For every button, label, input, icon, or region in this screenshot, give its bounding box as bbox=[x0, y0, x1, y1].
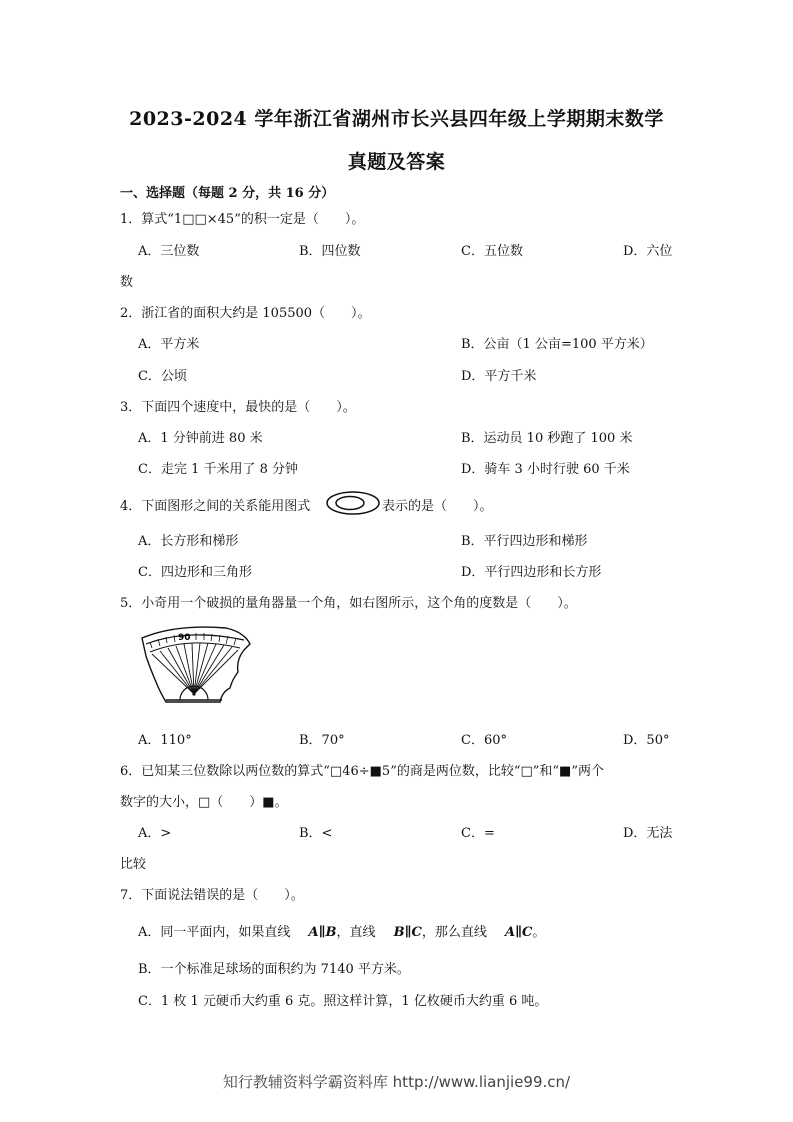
q6-option-c: C．= bbox=[461, 826, 495, 841]
q5-stem: 5．小奇用一个破损的量角器量一个角，如右图所示，这个角的度数是（ ）。 bbox=[120, 596, 577, 611]
broken-protractor-figure bbox=[136, 622, 254, 708]
q7-option-c: C．1 枚 1 元硬币大约重 6 克。照这样计算，1 亿枚硬币大约重 6 吨。 bbox=[138, 994, 548, 1009]
q2-option-c: C．公顷 bbox=[138, 369, 187, 384]
q5-option-a: A．110° bbox=[138, 733, 192, 748]
q6-option-b: B．< bbox=[299, 826, 333, 841]
q7-option-b: B．一个标准足球场的面积约为 7140 平方米。 bbox=[138, 962, 410, 977]
q6-option-d: D．无法 bbox=[623, 826, 673, 841]
q3-option-b: B．运动员 10 秒跑了 100 米 bbox=[461, 431, 633, 446]
q4-option-a: A．长方形和梯形 bbox=[138, 534, 239, 549]
footer-watermark: 知行教辅资料学霸资料库 http://www.lianjie99.cn/ bbox=[222, 1073, 571, 1091]
q7-a-math-3: A∥C bbox=[505, 925, 533, 940]
q2-option-d: D．平方千米 bbox=[461, 369, 537, 384]
q7-a-text-1: A．同一平面内，如果直线 bbox=[138, 925, 291, 940]
q6-stem-line2: 数字的大小，□（ ）■。 bbox=[120, 795, 288, 810]
q7-stem: 7．下面说法错误的是（ ）。 bbox=[120, 888, 304, 903]
q1-stem: 1．算式“1□□×45”的积一定是（ ）。 bbox=[120, 212, 365, 227]
q4-option-b: B．平行四边形和梯形 bbox=[461, 534, 588, 549]
q7-a-text-2: ，直线 bbox=[336, 925, 376, 940]
doc-title-line1: 2023-2024 学年浙江省湖州市长兴县四年级上学期期末数学 bbox=[129, 108, 664, 130]
q5-option-d: D．50° bbox=[623, 733, 670, 748]
section-heading: 一、选择题（每题 2 分，共 16 分） bbox=[120, 186, 335, 201]
q3-option-d: D．骑车 3 小时行驶 60 千米 bbox=[461, 462, 630, 477]
q6-stem-line1: 6．已知某三位数除以两位数的算式“□46÷■5”的商是两位数，比较“□”和“■”两个 bbox=[120, 764, 604, 779]
doc-title-line2: 真题及答案 bbox=[347, 151, 446, 173]
q3-option-c: C．走完 1 千米用了 8 分钟 bbox=[138, 462, 299, 477]
q6-option-d-wrap: 比较 bbox=[120, 857, 147, 872]
q1-option-b: B．四位数 bbox=[299, 244, 361, 259]
q2-stem: 2．浙江省的面积大约是 105500（ ）。 bbox=[120, 306, 371, 321]
q3-stem: 3．下面四个速度中，最快的是（ ）。 bbox=[120, 400, 356, 415]
protractor-90-label: 90 bbox=[178, 633, 191, 643]
q7-option-a bbox=[138, 921, 545, 940]
q4-option-d: D．平行四边形和长方形 bbox=[461, 565, 602, 580]
q3-option-a: A．1 分钟前进 80 米 bbox=[138, 431, 263, 446]
q4-option-c: C．四边形和三角形 bbox=[138, 565, 252, 580]
q4-stem-pre: 4．下面图形之间的关系能用图式 bbox=[120, 499, 311, 514]
q5-option-c: C．60° bbox=[461, 733, 507, 748]
q1-option-d: D．六位 bbox=[623, 244, 673, 259]
q7-a-text-4: 。 bbox=[532, 925, 546, 940]
q2-option-b: B．公亩（1 公亩=100 平方米） bbox=[461, 337, 653, 352]
q2-option-a: A．平方米 bbox=[138, 337, 200, 352]
q6-option-a: A．> bbox=[138, 826, 172, 841]
q7-a-text-3: ，那么直线 bbox=[421, 925, 487, 940]
q4-stem-post: 表示的是（ ）。 bbox=[382, 499, 493, 514]
q1-option-d-wrap: 数 bbox=[120, 275, 134, 290]
q1-option-c: C．五位数 bbox=[461, 244, 523, 259]
q7-a-math-1: A∥B bbox=[308, 925, 337, 940]
nested-ellipse-icon bbox=[325, 490, 381, 516]
q1-option-a: A．三位数 bbox=[138, 244, 200, 259]
q5-option-b: B．70° bbox=[299, 733, 345, 748]
q7-a-math-2: B∥C bbox=[393, 925, 422, 940]
